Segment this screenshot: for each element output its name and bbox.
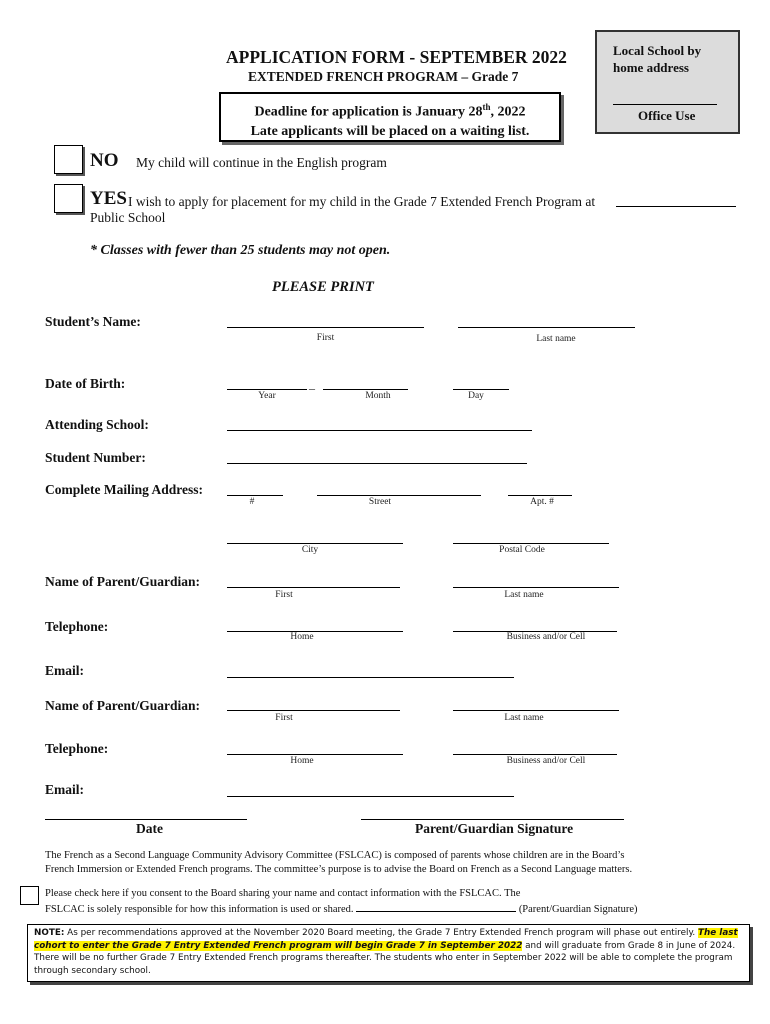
parent1-cell-caption: Business and/or Cell	[506, 632, 586, 642]
note-highlight: The last cohort to enter the Grade 7 Entry Extended French program will begin Grade 7 in September 2022	[34, 928, 738, 951]
note-text-1: As per recommendations approved at the November 2020 Board meeting, the Grade 7 Entry Extended French program will phase out entirely.	[67, 928, 696, 938]
student-name-label: Student’s Name:	[45, 314, 141, 329]
consent-line-1: Please check here if you consent to the Board sharing your name and contact information with the FSLCAC. The	[45, 888, 521, 899]
address-number-caption: #	[249, 497, 255, 507]
fslcac-description	[45, 849, 745, 877]
dob-year-field[interactable]	[227, 389, 307, 390]
dob-month-field[interactable]	[323, 389, 408, 390]
address-street-caption: Street	[368, 497, 392, 507]
student-last-caption: Last name	[536, 334, 576, 344]
dob-dash: _	[309, 377, 315, 391]
address-postal-field[interactable]	[453, 543, 609, 544]
consent-checkbox[interactable]	[20, 886, 39, 905]
parent2-name-label: Name of Parent/Guardian:	[45, 698, 200, 713]
mailing-address-label: Complete Mailing Address:	[45, 482, 203, 497]
note-label: NOTE:	[34, 928, 65, 938]
please-print: PLEASE PRINT	[272, 279, 374, 295]
student-last-name-field[interactable]	[458, 327, 635, 328]
fslcac-line-1: The French as a Second Language Community Advisory Committee (FSLCAC) is composed of parents whose children are in the Board’s	[45, 850, 625, 861]
local-school-line2: home address	[613, 60, 689, 75]
late-note: Late applicants will be placed on a waiting list.	[250, 123, 530, 139]
consent-line-2	[45, 901, 745, 917]
student-number-field[interactable]	[227, 463, 527, 464]
deadline-box	[219, 92, 561, 142]
attending-school-field[interactable]	[227, 430, 532, 431]
parent2-telephone-label: Telephone:	[45, 741, 109, 756]
student-first-name-field[interactable]	[227, 327, 424, 328]
dob-month-caption: Month	[365, 391, 391, 401]
address-apt-caption: Apt. #	[530, 497, 554, 507]
parent2-email-field[interactable]	[227, 796, 514, 797]
consent-signature-caption: (Parent/Guardian Signature)	[518, 904, 638, 915]
student-number-label: Student Number:	[45, 450, 146, 465]
deadline-text: Deadline for application is January 28	[254, 104, 483, 120]
address-number-field[interactable]	[227, 495, 283, 496]
consent-signature-field[interactable]	[356, 901, 516, 912]
yes-text-2: Public School	[90, 210, 166, 225]
note-text-2: and will graduate from Grade 8 in June of 2024. There will be no further Grade 7 Entry Extended French programs thereafter. The students who enter in September 2022 will be able to complete the program through secondary school.	[34, 940, 736, 976]
signature-caption: Parent/Guardian Signature	[415, 821, 574, 836]
parent2-last-name-field[interactable]	[453, 710, 619, 711]
yes-checkbox[interactable]	[54, 184, 83, 213]
parent1-email-label: Email:	[45, 663, 84, 678]
no-checkbox[interactable]	[54, 145, 83, 174]
parent2-first-caption: First	[275, 713, 293, 723]
parent1-name-label: Name of Parent/Guardian:	[45, 574, 200, 589]
parent1-telephone-label: Telephone:	[45, 619, 109, 634]
dob-day-field[interactable]	[453, 389, 509, 390]
local-school-line1: Local School by	[613, 43, 702, 58]
parent2-home-phone-field[interactable]	[227, 754, 403, 755]
form-title: APPLICATION FORM - SEPTEMBER 2022	[226, 47, 567, 67]
yes-text: I wish to apply for placement for my child in the Grade 7 Extended French Program at	[128, 194, 596, 209]
parent2-cell-phone-field[interactable]	[453, 754, 617, 755]
parent2-cell-caption: Business and/or Cell	[506, 756, 586, 766]
parent2-last-caption: Last name	[504, 713, 544, 723]
office-use-label: Office Use	[638, 108, 696, 123]
parent1-first-name-field[interactable]	[227, 587, 400, 588]
no-label: NO	[90, 150, 119, 171]
parent1-email-field[interactable]	[227, 677, 514, 678]
parent2-home-caption: Home	[290, 756, 314, 766]
consent-line-2-text: FSLCAC is solely responsible for how this information is used or shared.	[45, 904, 354, 915]
address-city-field[interactable]	[227, 543, 403, 544]
attending-school-label: Attending School:	[45, 417, 149, 432]
phase-out-note	[27, 924, 750, 982]
address-apt-field[interactable]	[508, 495, 572, 496]
classes-note: * Classes with fewer than 25 students may not open.	[90, 243, 391, 258]
yes-school-field[interactable]	[616, 206, 736, 207]
fslcac-line-2: French Immersion or Extended French programs. The committee’s purpose is to advise the Board on French as a Second Language matters.	[45, 864, 633, 875]
date-caption: Date	[136, 821, 163, 836]
address-postal-caption: Postal Code	[499, 545, 545, 555]
parent1-home-caption: Home	[290, 632, 314, 642]
address-city-caption: City	[301, 545, 319, 555]
yes-label: YES	[90, 188, 127, 209]
parent2-first-name-field[interactable]	[227, 710, 400, 711]
date-field[interactable]	[45, 819, 247, 820]
consent-text	[45, 887, 745, 917]
dob-year-caption: Year	[258, 391, 276, 401]
dob-label: Date of Birth:	[45, 376, 126, 391]
parent1-last-name-field[interactable]	[453, 587, 619, 588]
dob-day-caption: Day	[468, 391, 484, 401]
deadline-year: , 2022	[490, 104, 526, 120]
parent1-first-caption: First	[275, 590, 293, 600]
form-subtitle: EXTENDED FRENCH PROGRAM – Grade 7	[248, 69, 519, 84]
deadline-line	[221, 98, 559, 122]
office-use-box	[595, 30, 740, 134]
no-text: My child will continue in the English program	[136, 155, 387, 170]
signature-field[interactable]	[361, 819, 624, 820]
parent2-email-label: Email:	[45, 782, 84, 797]
parent1-last-caption: Last name	[504, 590, 544, 600]
local-school-field[interactable]	[613, 104, 717, 105]
address-street-field[interactable]	[317, 495, 481, 496]
student-first-caption: First	[316, 333, 335, 343]
deadline-sup: th	[482, 102, 491, 112]
